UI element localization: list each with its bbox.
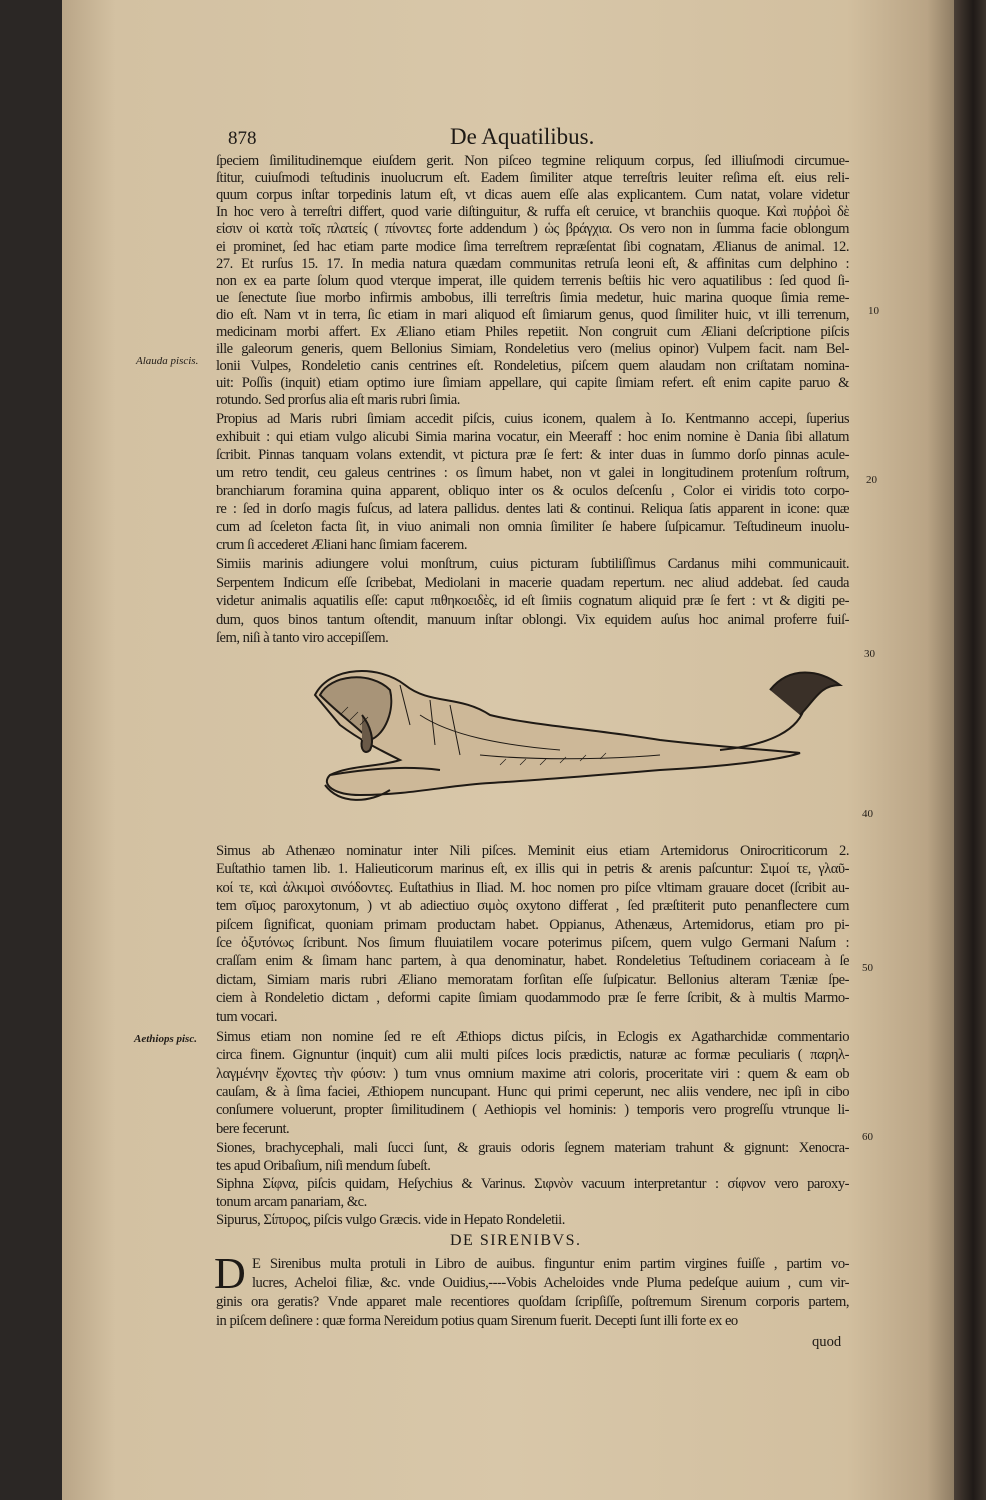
margin-note-aethiops: Aethiops pisc.	[134, 1033, 197, 1045]
text-line: cauſam, & à ſima faciei, Æthiopem nuncupant. Hunc qui primi ceperunt, nec aliis vendere, nec ipſi in cibo	[216, 1083, 849, 1100]
text-line: Euſtathio tamen lib. 1. Halieuticorum marinus eſt, ex illis qui in petris & arenis paſcuntur: Σιμοί τε, γλαῦ-	[216, 861, 849, 878]
text-line: Siphna Σίφνα, piſcis quidam, Heſychius & Varinus. Σιφνὸν vacuum interpretantur : σίφνον vero paroxy-	[216, 1176, 849, 1192]
line-number-50: 50	[862, 962, 873, 974]
text-line: λαγμένην ἔχοντες τὴν φύσιν: ) tum vnus omnium maxime atri coloris, proceritate viri : quem & eam ob	[216, 1065, 849, 1082]
text-line: κοί τε, καὶ ἀλκιμοὶ σινόδοντες. Euſtathius in Iliad. M. hoc nomen pro piſce vltimam grauare docet (ſcribit au-	[216, 879, 849, 896]
text-line: Serpentem Indicum eſſe ſcribebat, Mediolani in macerie quadam repertum. nec aliud addebat. ſed cauda	[216, 574, 849, 591]
text-line: conſumere voluerunt, propter ſimilitudinem ( Aethiopis vel hominis: ) temporis vero progreſſu vtrunque li-	[216, 1102, 849, 1119]
line-number-20: 20	[866, 474, 877, 486]
text-line: tum vocari.	[216, 1008, 277, 1025]
text-line: branchiarum foramina quina apparent, obliquo inter os & oculos deſcenſu , Color ei viridis toto corpo-	[216, 483, 849, 499]
text-line: Sipurus, Σίπυρος, piſcis vulgo Græcis. vide in Hepato Rondeletii.	[216, 1212, 565, 1228]
text-line: cum ad ſceleton facta ſit, in viuo animali non omnia ſimiliter ſe habere ſuſpicamur. Teſtudineum inuolu-	[216, 519, 849, 535]
text-line: ſem, niſi à tanto viro accepiſſem.	[216, 630, 389, 646]
running-title: De Aquatilibus.	[450, 124, 595, 149]
text-line: non ex ea parte ſolum quod vterque imperat, ille quidem terrenis beſtiis hic vero aquatilibus : ſed quod ſi-	[216, 272, 849, 289]
text-line: crum ſi accederet Æliani hanc ſimiam facerem.	[216, 537, 467, 553]
text-line: dictam, Simiam maris rubri Æliano memoratam forſitan eſſe ſuſpicatur. Bellonius alteram Tæniæ ſpe-	[216, 971, 849, 988]
text-line: piſcem ſignificat, quoniam primam productam habet. Oppianus, Athenæus, Artemidorus, etiam pro pi-	[216, 916, 849, 933]
text-line: ſtitur, cuiuſmodi teſtudinis inuolucrum eſt. Eadem ſimiliter atque terreſtris leuiter reſima eſt. eius reli-	[216, 170, 849, 187]
line-number-30: 30	[864, 648, 875, 660]
margin-note-alauda: Alauda piscis.	[136, 355, 199, 367]
text-line: E Sirenibus multa protuli in Libro de auibus. finguntur enim partim virgines fuiſſe , partim vo-	[252, 1256, 849, 1272]
text-line: tonum arcam panariam, &c.	[216, 1194, 367, 1210]
text-line: Simiis marinis adiungere volui monſtrum, cuius picturam ſubtiliſſimus Cardanus mihi communicauit.	[216, 556, 849, 572]
text-line: ue ſenectute ſiue morbo infirmis ambobus, illi terreſtris ſimia medetur, huic marina quoque ſimia reme-	[216, 289, 849, 306]
catchword: quod	[812, 1334, 842, 1350]
text-line: circa finem. Gignuntur (inquit) cum alii multi piſces locis prædictis, naturæ ac formæ peculiaris ( παρηλ-	[216, 1047, 849, 1064]
text-line: craſſam enim & ſimam hanc partem, à qua denominatur, habet. Rondeletius Teſtudinem coriaceam à ſe	[216, 953, 849, 970]
text-line: rotundo. Sed prorſus alia eſt maris rubri ſimia.	[216, 392, 460, 409]
text-line: bere fecerunt.	[216, 1120, 290, 1137]
text-line: ille galeorum generis, quem Bellonius Simiam, Rondeletius vero (melius opinor) Vulpem facit. nam Bel-	[216, 341, 849, 358]
facing-page-edge	[954, 0, 986, 1500]
text-line: re : ſed in dorſo magis fuſcus, ad latera pallidus. dentes lati & continui. Reliqua ſatis apparent in icone: quæ	[216, 501, 849, 517]
text-line: εἰσιν οἱ κατὰ τοῖς πλατείς ( πίνοντες forte addendum ) ὡς βράγχια. Os vero non in ſumma facie oblongum	[216, 221, 849, 238]
text-line: lonii Vulpes, Rondeletio canis centrines eſt. Rondeletius, piſcem quem alaudam non criſtatam nomina-	[216, 358, 849, 375]
text-line: in piſcem deſinere : quæ forma Nereidum potius quam Sirenum fuerit. Decepti ſunt illi forte ex eo	[216, 1313, 738, 1329]
text-line: uit: Poſſis (inquit) etiam optimo iure ſimiam appellare, qui capite ſimiam refert. eſt enim capite paruo &	[216, 375, 849, 392]
text-line: quum corpus inſtar torpedinis latum eſt, vt dicas auem eſſe alas explicantem. Cum natat, volare videtur	[216, 187, 849, 204]
text-line: ei prominet, ſed hac etiam parte modice ſima terreſtrem repræſentat ſibi cognatam, Ælianus de animal. 12.	[216, 238, 849, 255]
text-line: um retro tendit, ceu galeus centrines : os ſimum habet, non vt galei in longitudinem protenſum roſtrum,	[216, 465, 849, 481]
text-line: videtur animalis aquatilis eſſe: caput πιθηκοειδὲς, id eſt ſimiis cognatum aliquid præ ſe fert : vt & digiti pe-	[216, 593, 849, 609]
text-line: Simus etiam non nomine ſed re eſt Æthiops dictus piſcis, in Eclogis ex Agatharchidæ commentario	[216, 1029, 849, 1045]
text-line: tes apud Oribaſium, niſi mendum ſubeſt.	[216, 1158, 431, 1174]
page-number: 878	[228, 128, 257, 149]
text-line: Simus ab Athenæo nominatur inter Nili piſces. Meminit eius etiam Artemidorus Onirocriticorum 2.	[216, 843, 849, 859]
text-line: lucres, Acheloi filiæ, &c. vnde Ouidius,----Vobis Acheloides vnde Pluma pedeſque auium , cum vir-	[252, 1275, 849, 1291]
text-line: ſcribit. Pinnas tanquam volans extendit, vt pictura præ ſe fert: & inter duas in ſummo dorſo pinnas acule-	[216, 447, 849, 463]
section-heading: DE SIRENIBVS.	[450, 1232, 582, 1249]
text-line: dum, quos binos tantum oſtendit, manuum inſtar oblongi. Vix equidem auſus hoc animal proferre fuiſ-	[216, 611, 849, 628]
text-line: exhibuit : qui etiam vulgo alicubi Simia marina vocatur, ein Meeraff : hoc enim nomine è Dania ſibi allatum	[216, 429, 849, 445]
text-line: ſce ὀξυτόνως ſcribunt. Nos ſimum fluuiatilem vocare poterimus piſcem, quem vulgo Germani Naſum :	[216, 935, 849, 951]
text-line: In hoc vero à terreſtri differt, quod varie diſtinguitur, & ruffa eſt ceruice, vt branchiis quoque. Καὶ πυῤῥοὶ δὲ	[216, 204, 849, 221]
text-line: ſpeciem ſimilitudinemque eiuſdem gerit. Non piſceo tegmine reliquum corpus, ſed illiuſmodi circumue-	[216, 153, 849, 169]
text-line: ciem à Rondeletio dictam , deformi capite ſimiam quodammodo præ ſe ferre ſcribit, & à multis Marmo-	[216, 990, 849, 1007]
text-line: Siones, brachycephali, mali ſucci ſunt, & grauis odoris ſegnem materiam trahunt & gignunt: Xenocra-	[216, 1140, 849, 1156]
line-number-10: 10	[868, 305, 879, 317]
tail-tuft	[770, 673, 840, 716]
line-number-40: 40	[862, 808, 873, 820]
text-line: medicinam morbi affert. Ex Æliano etiam Philes repetiit. Non congruit cum Æliani deſcriptione piſcis	[216, 324, 849, 340]
text-line: tem σῖμος paroxytonum, ) vt ab adiectiuo σιμὸς oxytono differat , ſed præſtiterit puto penanflectere cum	[216, 898, 849, 915]
line-number-60: 60	[862, 1131, 873, 1143]
drop-cap: D	[214, 1249, 246, 1298]
text-line: Propius ad Maris rubri ſimiam accedit piſcis, cuius iconem, qualem à Io. Kentmanno accepi, ſuperius	[216, 411, 849, 427]
woodcut-monster-illustration	[300, 655, 860, 835]
text-line: ginis ora geratis? Vnde apparet male recentiores quoſdam ſcripſiſſe, poſtremum Sirenum corporis partem,	[216, 1294, 849, 1310]
text-line: 27. Et rurſus 15. 17. In media natura quædam communitas retruſa leoni eſt, & affinitas cum delphino :	[216, 255, 849, 272]
text-line: dio eſt. Nam vt in terra, ſic etiam in mari aliquod eſt ſimiarum genus, quod ſimiliter huic, vt illi terrenum,	[216, 306, 849, 323]
